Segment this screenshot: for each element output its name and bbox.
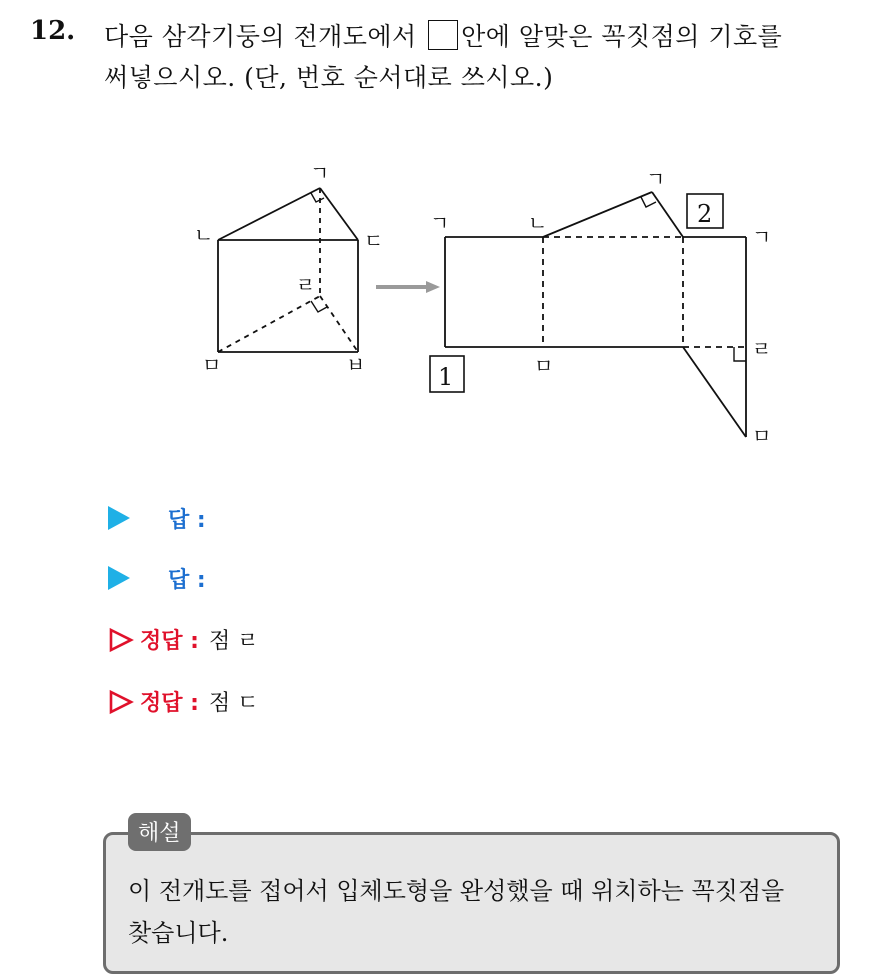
- answer-row-1: [108, 503, 216, 534]
- correct-answer-value: 점 ㄹ: [208, 629, 259, 654]
- question-text-before-box: 다음 삼각기둥의 전개도에서: [104, 22, 417, 51]
- answer-box-1-label: 1: [438, 363, 454, 391]
- net-label-right-bottom: ㅁ: [752, 424, 772, 448]
- question-text-line1: [104, 17, 782, 53]
- prism-figure: [0, 150, 884, 450]
- correct-answer-label: 정답 :: [140, 691, 199, 716]
- net-label-right: ㄱ: [752, 225, 772, 249]
- answer-row-2: [108, 563, 216, 594]
- net-label-right-mid: ㄹ: [752, 337, 772, 361]
- correct-answer-row-2: [108, 686, 258, 717]
- net-label-mid-bottom: ㅁ: [534, 354, 554, 378]
- play-triangle-icon: [108, 506, 130, 530]
- play-triangle-icon: [108, 566, 130, 590]
- question-text-after-box: 안에 알맞은 꼭짓점의 기호를: [461, 22, 783, 51]
- question-number: 12.: [30, 16, 76, 46]
- explanation-text: [128, 870, 828, 954]
- prism-label-bottom-right: ㅂ: [346, 353, 366, 377]
- answer-box-2-label: 2: [697, 200, 713, 228]
- net-label-tri-top: ㄱ: [646, 167, 666, 191]
- explanation-tag: 해설: [128, 813, 191, 851]
- outline-triangle-icon: [108, 689, 134, 715]
- answer-box-1: [430, 356, 464, 392]
- net-label-mid-top: ㄴ: [528, 211, 548, 235]
- prism-label-top: ㄱ: [310, 161, 330, 185]
- explanation-line-2: 찾습니다.: [128, 919, 229, 947]
- question-text-line2: 써넣으시오. (단, 번호 순서대로 쓰시오.): [104, 63, 554, 92]
- correct-answer-value: 점 ㄷ: [208, 691, 259, 716]
- prism-label-right: ㄷ: [364, 229, 384, 253]
- triangular-prism: [218, 188, 358, 352]
- prism-label-hidden: ㄹ: [296, 273, 316, 297]
- blank-box-icon: [428, 20, 458, 50]
- answer-label: 답 :: [168, 508, 206, 533]
- explanation-line-1: 이 전개도를 접어서 입체도형을 완성했을 때 위치하는 꼭짓점을: [128, 877, 785, 905]
- correct-answer-row-1: [108, 624, 258, 655]
- outline-triangle-icon: [108, 627, 134, 653]
- correct-answer-label: 정답 :: [140, 629, 199, 654]
- net-label-left: ㄱ: [430, 211, 450, 235]
- answer-label: 답 :: [168, 568, 206, 593]
- arrow-right-icon: [376, 281, 440, 293]
- answer-box-2: [687, 194, 723, 228]
- prism-label-bottom-left: ㅁ: [202, 353, 222, 377]
- prism-label-left: ㄴ: [194, 223, 214, 247]
